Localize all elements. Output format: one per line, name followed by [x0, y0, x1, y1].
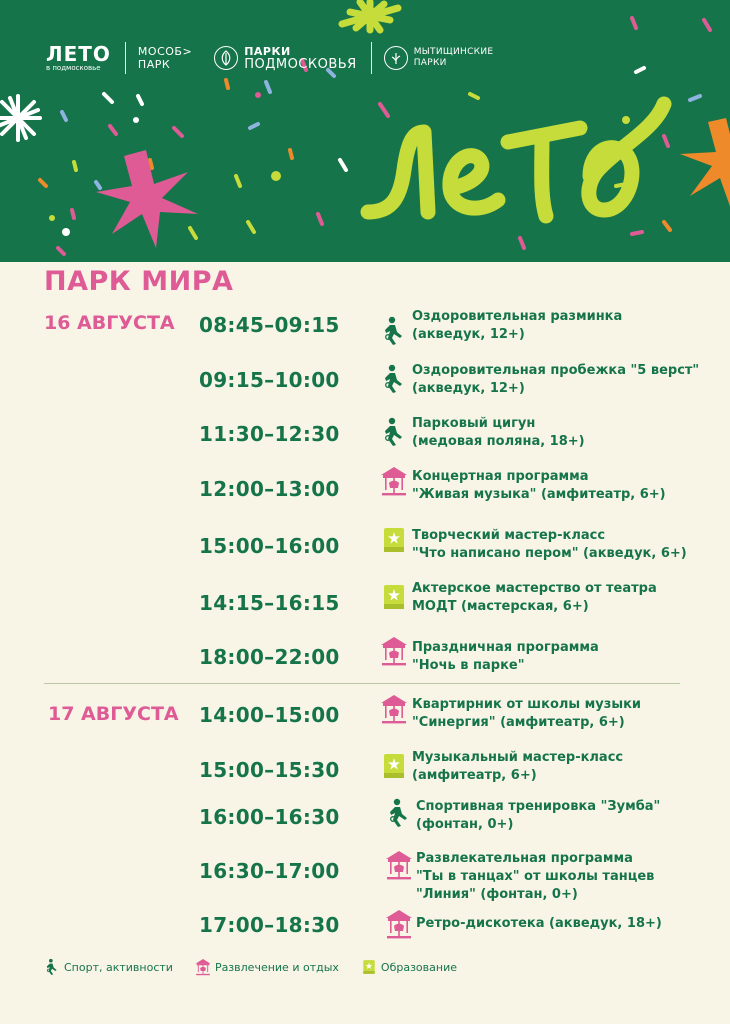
event-title: Квартирник от школы музыки — [412, 697, 642, 712]
carousel-icon — [385, 850, 413, 880]
leto-logo-subtext: в подмосковье — [46, 63, 101, 72]
park-title: ПАРК МИРА — [44, 266, 234, 297]
event-details: (акведук, 12+) — [412, 327, 525, 342]
leto-logo-text: ЛЕТО — [46, 41, 111, 66]
partner-logos — [46, 42, 493, 74]
event-title: Спортивная тренировка "Зумба" — [416, 799, 661, 814]
tree-icon — [384, 46, 408, 70]
event-time: 16:00–16:30 — [199, 805, 340, 829]
event-details: "Ночь в парке" — [412, 658, 525, 673]
event-description — [416, 915, 662, 933]
carousel-icon — [380, 466, 408, 496]
event-title: Концертная программа — [412, 469, 589, 484]
event-time: 08:45–09:15 — [199, 313, 340, 337]
event-time: 17:00–18:30 — [199, 913, 340, 937]
event-details: (акведук, 12+) — [412, 381, 525, 396]
event-title: Творческий мастер-класс — [412, 528, 606, 543]
parki-logo-line1: ПАРКИ — [244, 44, 291, 58]
legend-label: Развлечение и отдых — [214, 960, 339, 974]
event-title: Оздоровительная разминка — [412, 309, 623, 324]
parki-podmoskovya-logo — [214, 45, 357, 72]
legend-item-sport — [44, 958, 173, 976]
carousel-icon — [195, 958, 211, 976]
carousel-icon — [380, 694, 408, 724]
leto-logo — [46, 41, 111, 73]
hero-lettering — [368, 104, 664, 216]
event-description — [412, 580, 657, 616]
event-description — [412, 308, 622, 344]
mosobpark-logo-line2: ПАРК — [137, 58, 171, 71]
runner-icon — [380, 316, 408, 346]
runner-icon — [380, 417, 408, 447]
mosobpark-logo — [138, 45, 192, 71]
event-time: 15:00–16:00 — [199, 534, 340, 558]
event-description — [416, 798, 660, 834]
event-title: Оздоровительная пробежка "5 верст" — [412, 363, 700, 378]
event-time: 12:00–13:00 — [199, 477, 340, 501]
event-time: 16:30–17:00 — [199, 859, 340, 883]
category-legend — [44, 958, 479, 976]
book-icon — [361, 958, 377, 976]
event-time: 15:00–15:30 — [199, 758, 340, 782]
event-description — [412, 415, 585, 451]
event-details-extra: "Линия" (фонтан, 0+) — [416, 887, 578, 902]
event-title: Ретро-дискотека (акведук, 18+) — [416, 916, 662, 931]
event-description — [412, 527, 687, 563]
event-details: "Живая музыка" (амфитеатр, 6+) — [412, 487, 666, 502]
runner-icon — [380, 364, 408, 394]
event-description — [412, 362, 699, 398]
event-details: "Что написано пером" (акведук, 6+) — [412, 546, 687, 561]
event-time: 14:00–15:00 — [199, 703, 340, 727]
day-label: 17 АВГУСТА — [48, 703, 179, 725]
mytishchi-logo-line1: МЫТИЩИНСКИЕ — [413, 47, 494, 57]
mytishchi-parks-logo — [384, 46, 494, 70]
event-title: Развлекательная программа — [416, 851, 633, 866]
event-description — [412, 696, 641, 732]
runner-icon — [385, 798, 413, 828]
book-icon — [380, 582, 408, 612]
book-icon — [380, 525, 408, 555]
event-title: Музыкальный мастер-класс — [412, 750, 624, 765]
event-title: Праздничная программа — [412, 640, 599, 655]
event-description — [412, 749, 623, 785]
legend-item-fun — [195, 958, 339, 976]
carousel-icon — [380, 636, 408, 666]
legend-label: Образование — [380, 960, 457, 974]
legend-label: Спорт, активности — [64, 960, 173, 974]
carousel-icon — [385, 909, 413, 939]
event-time: 09:15–10:00 — [199, 368, 340, 392]
mosobpark-logo-line1: МОСОБ> — [137, 45, 193, 58]
event-details: (фонтан, 0+) — [416, 817, 514, 832]
event-description — [416, 850, 654, 904]
logo-divider — [125, 42, 126, 74]
event-details: МОДТ (мастерская, 6+) — [412, 599, 589, 614]
event-details: (амфитеатр, 6+) — [412, 768, 537, 783]
confetti-decoration — [0, 0, 730, 262]
book-icon — [380, 751, 408, 781]
event-time: 18:00–22:00 — [199, 645, 340, 669]
event-details: (медовая поляна, 18+) — [412, 434, 585, 449]
event-description — [412, 468, 666, 504]
event-title: Парковый цигун — [412, 416, 536, 431]
leaf-icon — [214, 46, 238, 70]
event-time: 14:15–16:15 — [199, 591, 340, 615]
event-details: "Ты в танцах" от школы танцев — [416, 869, 655, 884]
day-divider — [44, 683, 680, 684]
event-title: Актерское мастерство от театра — [412, 581, 657, 596]
mytishchi-logo-line2: ПАРКИ — [413, 58, 447, 68]
header-banner — [0, 0, 730, 262]
event-time: 11:30–12:30 — [199, 422, 340, 446]
event-details: "Синергия" (амфитеатр, 6+) — [412, 715, 625, 730]
runner-icon — [44, 958, 60, 976]
day-label: 16 АВГУСТА — [44, 312, 175, 334]
event-description — [412, 639, 599, 675]
logo-divider — [371, 42, 372, 74]
legend-item-education — [361, 958, 457, 976]
parki-logo-line2: ПОДМОСКОВЬЯ — [244, 56, 357, 72]
